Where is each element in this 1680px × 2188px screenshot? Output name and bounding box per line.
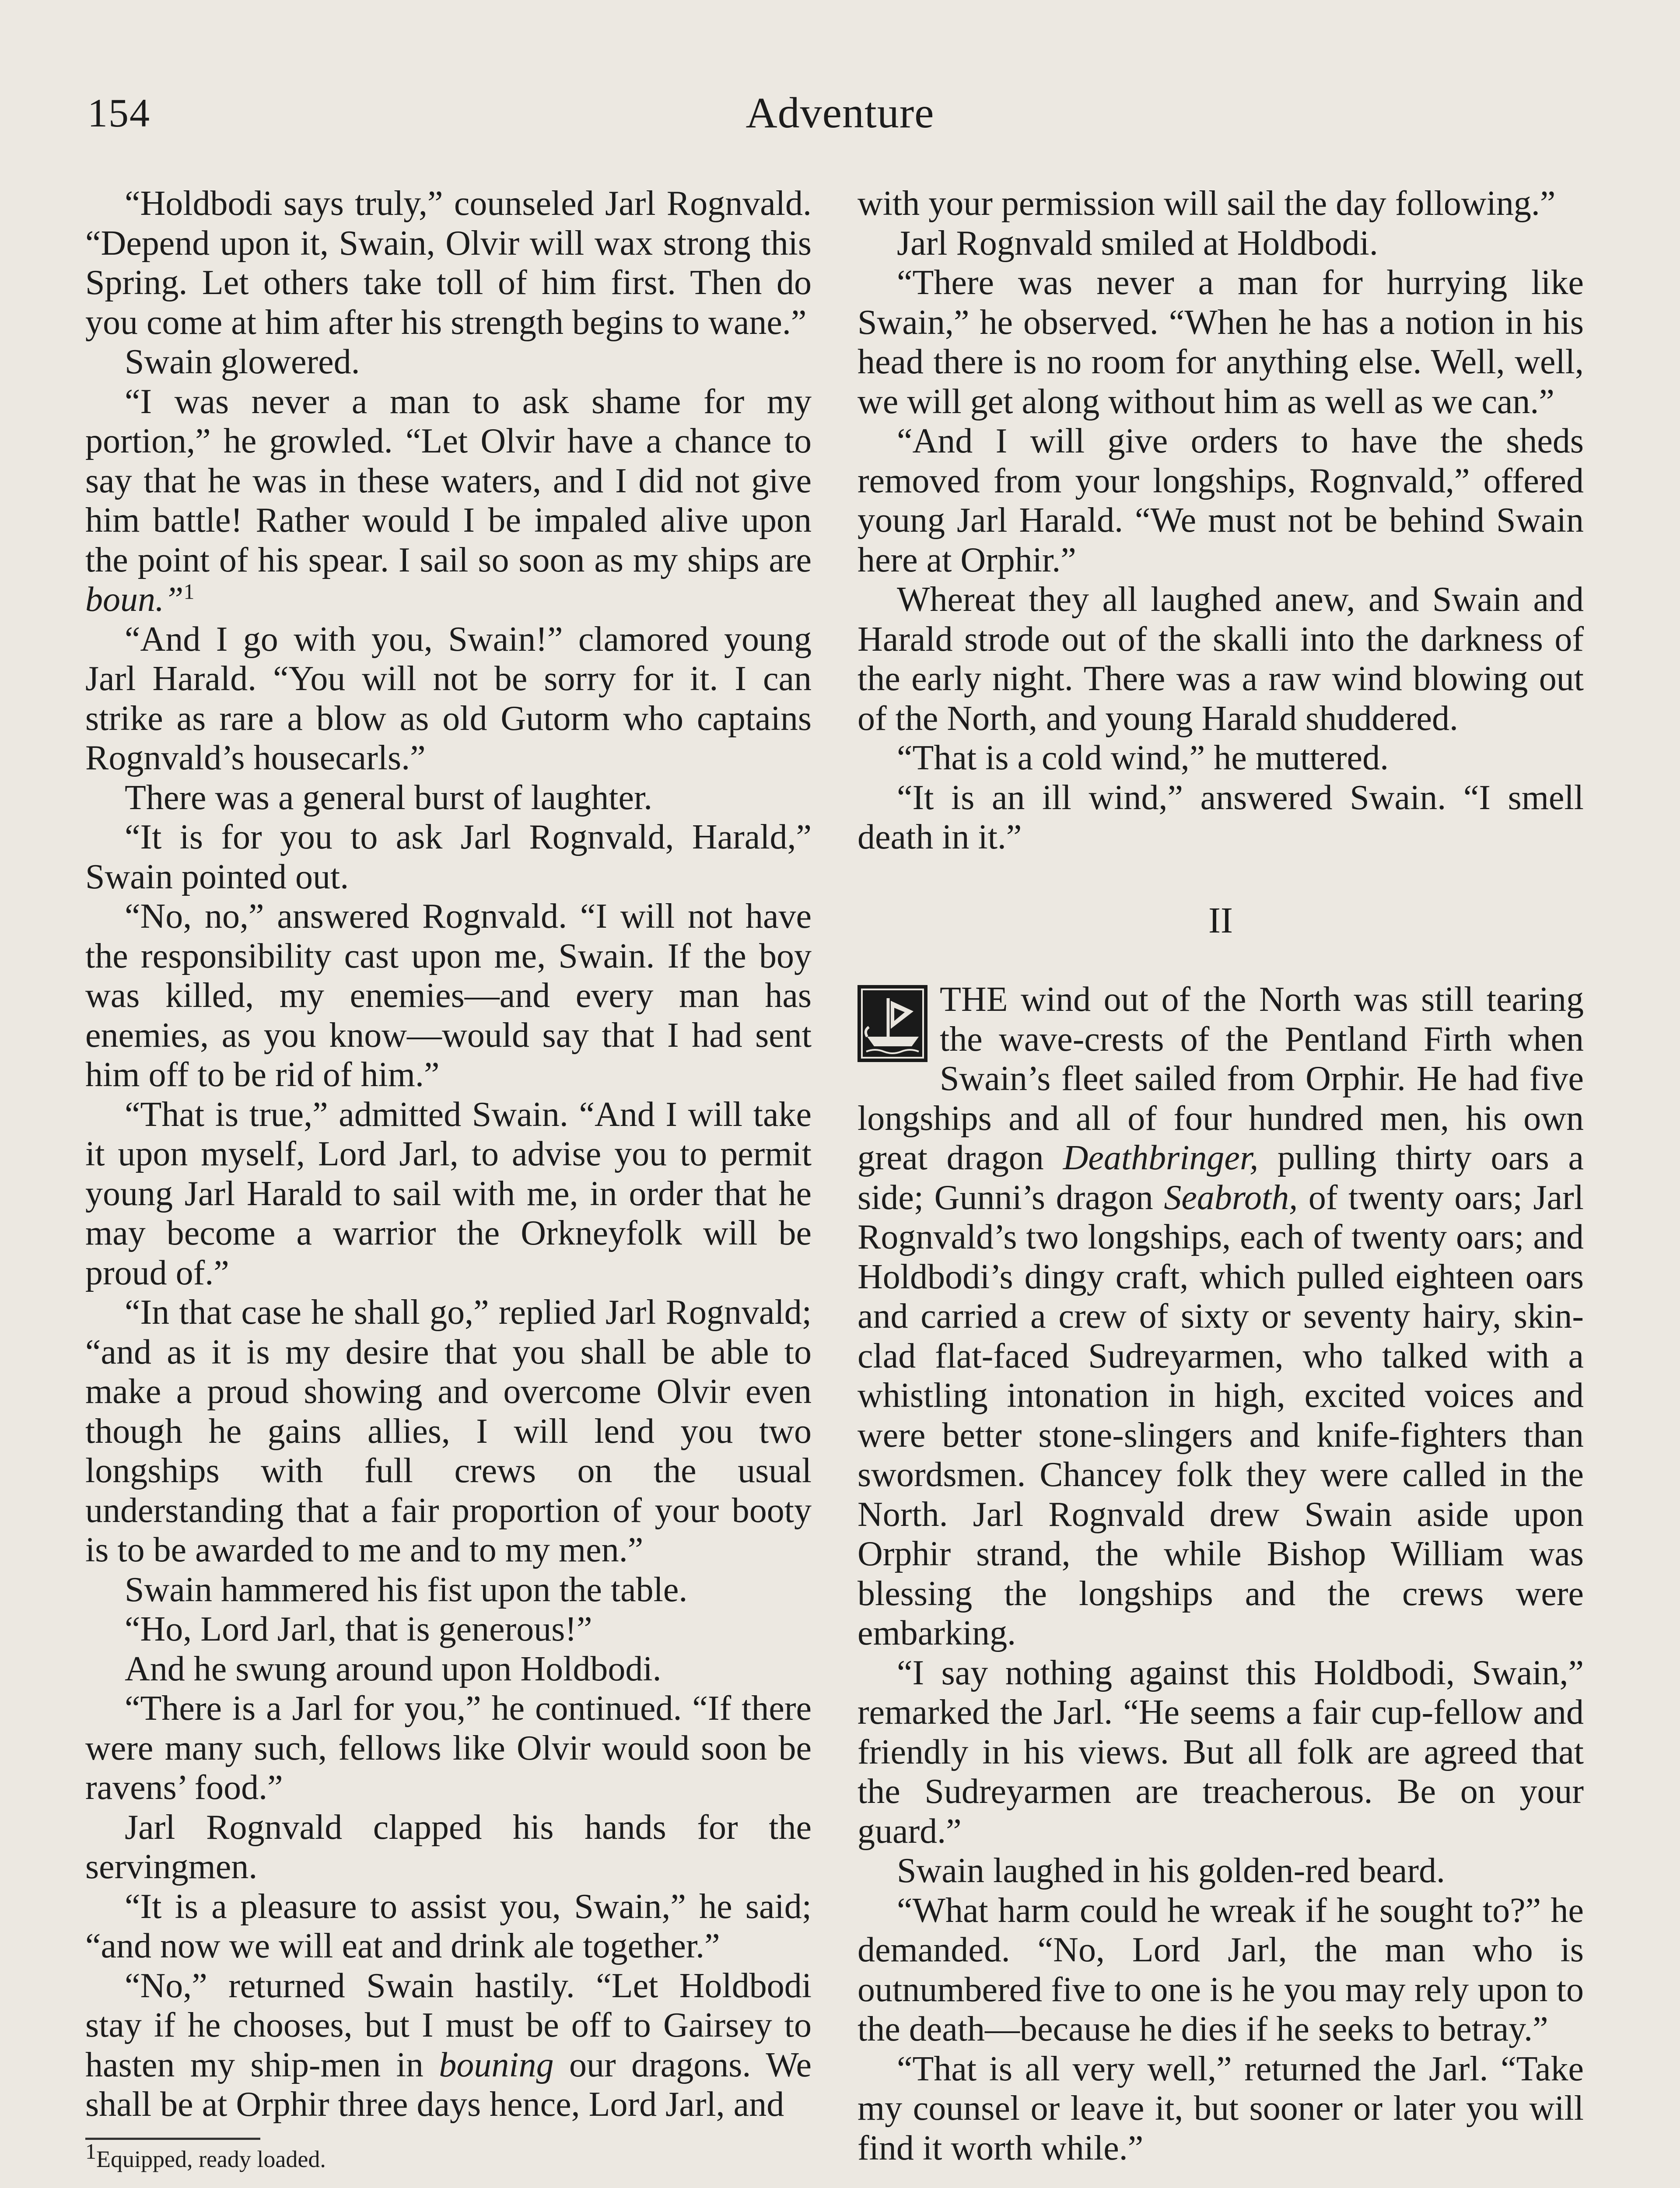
paragraph: And he swung around upon Holdbodi. <box>125 1649 662 1688</box>
paragraph-text: “I was never a man to ask shame for my portion,” he growled. “Let Olvir have a chance to say that he was in these waters, and I did not give him battle! Rather would I be impaled alive upon the point of his spear. I sail so soon as my ships are <box>85 382 812 579</box>
paragraph: There was a general burst of laughter. <box>125 778 653 817</box>
paragraph: “Ho, Lord Jarl, that is generous!” <box>125 1610 592 1648</box>
paragraph: Swain laughed in his golden-red beard. <box>897 1851 1446 1890</box>
left-column <box>85 184 812 2173</box>
paragraph: “That is true,” admitted Swain. “And I will take it upon myself, Lord Jarl, to advise you to permit young Jarl Harald to sail with me, in order that he may become a warrior the Orkneyfolk will be proud of.” <box>85 1095 812 1292</box>
footnote-text: Equipped, ready loaded. <box>96 2146 326 2172</box>
paragraph-text: of twenty oars; Jarl Rognvald’s two longships, each of twenty oars; and Holdbodi’s dingy craft, which pulled eighteen oars and carried a crew of sixty or seventy hairy, skin-clad flat-faced Sudreyarmen, who talked with a whistling intonation in high, excited voices and were better stone-slingers and knife-fighters than swordsmen. Chancey folk they were called in the North. Jarl Rognvald drew Swain aside upon Orphir strand, the while Bishop William was blessing the longships and the crews were embarking. <box>858 1178 1584 1652</box>
italic-word: bouning <box>439 2045 554 2084</box>
footnote <box>85 2139 812 2173</box>
footnote-rule <box>85 2138 260 2140</box>
footnote-marker: 1 <box>183 579 195 604</box>
paragraph: Jarl Rognvald clapped his hands for the servingmen. <box>85 1808 812 1886</box>
paragraph: “What harm could he wreak if he sought to?” he demanded. “No, Lord Jarl, the man who is outnumbered five to one is he you may rely upon to the death—because he dies if he seeks to betray.” <box>858 1891 1584 2048</box>
paragraph: “I say nothing against this Holdbodi, Swain,” remarked the Jarl. “He seems a fair cup-fellow and friendly in his views. But all folk are agreed that the Sudreyarmen are treacherous. Be on your guard.” <box>858 1653 1584 1851</box>
paragraph: Whereat they all laughed anew, and Swain and Harald strode out of the skalli into the darkness of the early night. There was a raw wind blowing out of the North, and young Harald shuddered. <box>858 580 1584 738</box>
paragraph: “It is a pleasure to assist you, Swain,” he said; “and now we will eat and drink ale together.” <box>85 1887 812 1965</box>
paragraph: “There was never a man for hurrying like Swain,” he observed. “When he has a notion in his head there is no room for anything else. Well, well, we will get along without him as well as we can.” <box>858 263 1584 421</box>
paragraph: Jarl Rognvald smiled at Holdbodi. <box>897 224 1378 263</box>
paragraph <box>85 382 812 620</box>
ship-name: Seabroth, <box>1164 1178 1298 1217</box>
longship-dropcap-icon <box>858 985 928 1062</box>
paragraph: “It is for you to ask Jarl Rognvald, Harald,” Swain pointed out. <box>85 818 812 896</box>
paragraph-text: “No,” returned Swain hastily. “Let Holdbodi stay if he chooses, but I must be off to Gairsey to hasten my ship-men in <box>85 1966 812 2084</box>
page-number: 154 <box>88 91 150 135</box>
paragraph: “And I go with you, Swain!” clamored young Jarl Harald. “You will not be sorry for it. I can strike as rare a blow as old Gutorm who captains Rognvald’s housecarls.” <box>85 620 812 777</box>
dropcap-paragraph <box>858 980 1584 1653</box>
paragraph <box>85 1966 812 2125</box>
paragraph: “There is a Jarl for you,” he continued. “If there were many such, fellows like Olvir would soon be ravens’ food.” <box>85 1689 812 1807</box>
section-number: II <box>1208 900 1233 941</box>
paragraph: Swain glowered. <box>125 343 360 381</box>
paragraph-text: THE wind out of the North was still tearing the wave-crests of the Pentland Firth when Swain’s fleet sailed from Orphir. He had five longships and all of four hundred men, his own great dragon <box>858 980 1584 1177</box>
paragraph-text: pulling thirty oars a side; Gunni’s dragon <box>858 1139 1584 1217</box>
running-head: Adventure <box>746 88 934 137</box>
paragraph: “It is an ill wind,” answered Swain. “I smell death in it.” <box>858 778 1584 856</box>
paragraph: “In that case he shall go,” replied Jarl Rognvald; “and as it is my desire that you shall be able to make a proud showing and overcome Olvir even though he gains allies, I will lend you two longships with full crews on the usual understanding that a fair proportion of your booty is to be awarded to me and to my men.” <box>85 1293 812 1569</box>
paragraph-text: our dragons. We shall be at Orphir three days hence, Lord Jarl, and <box>85 2045 812 2124</box>
paragraph-continuation: with your permission will sail the day following.” <box>858 184 1556 223</box>
paragraph: “Holdbodi says truly,” counseled Jarl Rognvald. “Depend upon it, Swain, Olvir will wax strong this Spring. Let others take toll of him first. Then do you come at him after his strength begins to wane.” <box>85 184 812 342</box>
ship-name: Deathbringer, <box>1063 1139 1259 1177</box>
right-column <box>858 184 1584 2168</box>
footnote-marker: 1 <box>85 2139 96 2163</box>
italic-word: boun.” <box>85 580 184 619</box>
paragraph: “That is all very well,” returned the Jarl. “Take my counsel or leave it, but sooner or later you will find it worth while.” <box>858 2049 1584 2167</box>
paragraph: “That is a cold wind,” he muttered. <box>897 739 1389 777</box>
paragraph: “No, no,” answered Rognvald. “I will not have the responsibility cast upon me, Swain. If the boy was killed, my enemies—and every man has enemies, as you know—would say that I had sent him off to be rid of him.” <box>85 897 812 1094</box>
paragraph: Swain hammered his fist upon the table. <box>125 1570 688 1609</box>
paragraph: “And I will give orders to have the sheds removed from your longships, Rognvald,” offered young Jarl Harald. “We must not be behind Swain here at Orphir.” <box>858 422 1584 579</box>
